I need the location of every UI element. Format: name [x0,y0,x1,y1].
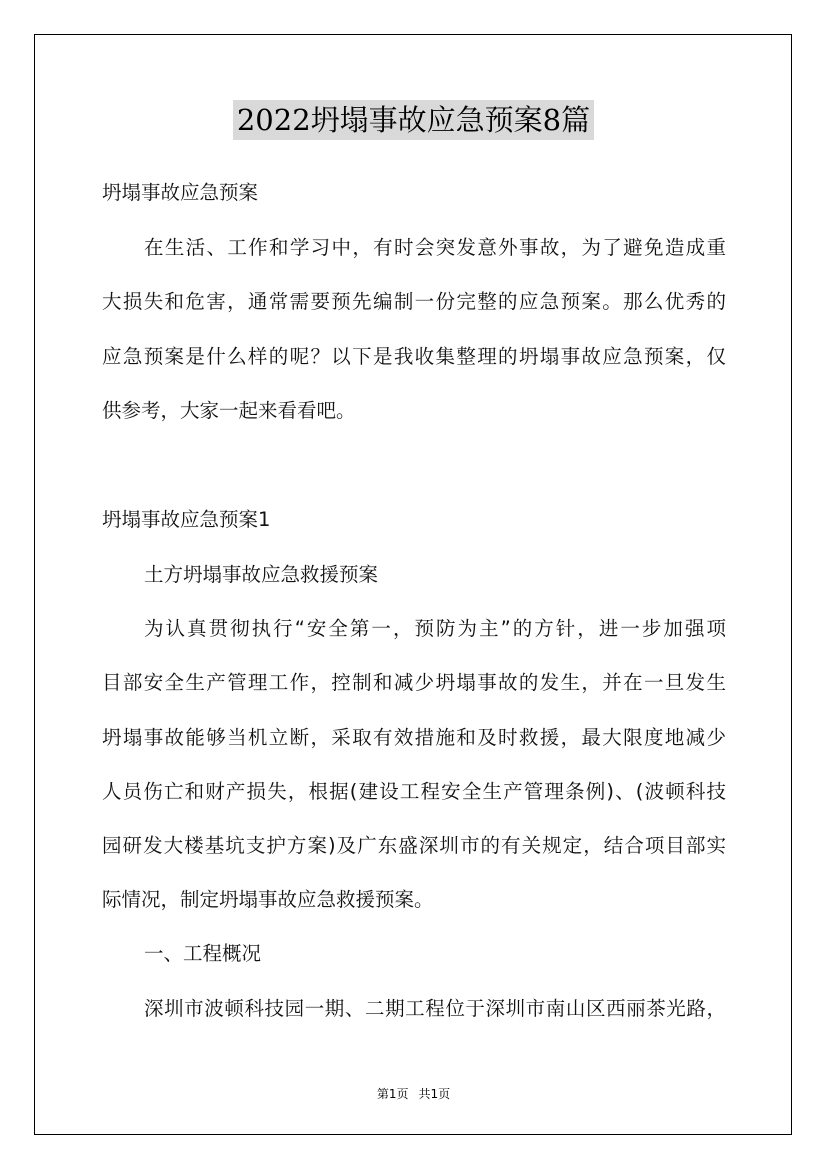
plan1-line-3: 坍塌事故能够当机立断，采取有效措施和及时救援，最大限度地减少 [102,726,726,749]
plan1-line-1: 为认真贯彻执行“安全第一，预防为主”的方针，进一步加强项 [144,617,726,640]
plan1-line-5: 园研发大楼基坑支护方案)及广东盛深圳市的有关规定，结合项目部实 [102,834,726,857]
plan1-heading: 坍塌事故应急预案1 [102,508,271,531]
section-heading: 坍塌事故应急预案 [102,181,259,204]
page-number: 第1页 [376,1087,409,1101]
plan1-line-2: 目部安全生产管理工作，控制和减少坍塌事故的发生，并在一旦发生 [102,671,726,694]
page-footer [0,1085,827,1102]
intro-line-4: 供参考，大家一起来看看吧。 [102,399,356,422]
intro-line-2: 大损失和危害，通常需要预先编制一份完整的应急预案。那么优秀的 [102,290,726,313]
page-total: 共1页 [418,1087,451,1101]
section1-line-1: 深圳市波顿科技园一期、二期工程位于深圳市南山区西丽茶光路， [144,997,726,1020]
plan1-line-6: 际情况，制定坍塌事故应急救援预案。 [102,888,434,911]
document-title: 2022坍塌事故应急预案8篇 [233,100,594,140]
intro-line-3: 应急预案是什么样的呢？以下是我收集整理的坍塌事故应急预案，仅 [102,345,726,368]
plan1-line-4: 人员伤亡和财产损失，根据(建设工程安全生产管理条例)、(波顿科技 [102,780,726,803]
plan1-subtitle: 土方坍塌事故应急救援预案 [144,563,379,586]
title-container [0,100,827,140]
intro-line-1: 在生活、工作和学习中，有时会突发意外事故，为了避免造成重 [144,236,726,259]
section1-heading: 一、工程概况 [144,942,262,965]
